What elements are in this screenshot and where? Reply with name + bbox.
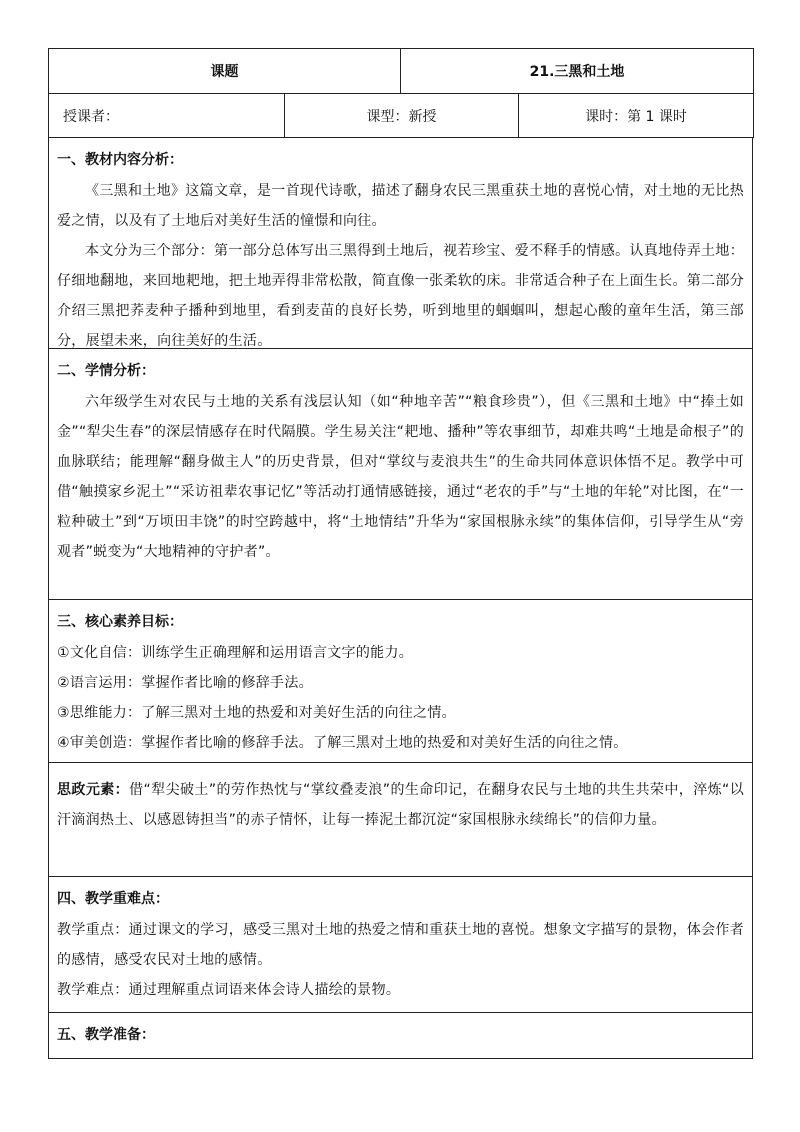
section-preparation	[48, 1013, 753, 1059]
section-title: 四、教学重难点：	[57, 891, 169, 907]
section-key-points	[48, 877, 753, 1013]
ideology-text: 借“犁尖破土”的劳作热忱与“掌纹叠麦浪”的生命印记，在翻身农民与土地的共生共荣中，淬炼“以汗滴润热土、以感恩铸担当”的赤子情怀，让每一捧泥土都沉淀“家国根脉永续绵长”的信仰力量。	[57, 782, 745, 828]
paragraph: 教学难点：通过理解重点词语来体会诗人描绘的景物。	[57, 982, 401, 998]
section-title: 三、核心素养目标：	[57, 614, 183, 630]
section-material-analysis	[48, 138, 753, 349]
header-table	[48, 48, 754, 138]
lesson-hours-cell: 课时：第 1 课时	[519, 94, 754, 138]
lesson-plan-document	[48, 48, 753, 1059]
goal-item: ①文化自信：训练学生正确理解和运用语言文字的能力。	[57, 645, 414, 661]
goal-item: ④审美创造：掌握作者比喻的修辞手法。了解三黑对土地的热爱和对美好生活的向往之情。	[57, 735, 628, 751]
section-title: 一、教材内容分析：	[57, 152, 183, 168]
section-ideology-elements	[48, 763, 753, 877]
paragraph: 教学重点：通过课文的学习，感受三黑对土地的热爱之情和重获土地的喜悦。想象文字描写的景物，体会作者的感情，感受农民对土地的感情。	[57, 922, 744, 968]
paragraph: 《三黑和土地》这篇文章，是一首现代诗歌，描述了翻身农民三黑重获土地的喜悦心情，对土地的无比热爱之情，以及有了土地后对美好生活的憧憬和向往。	[57, 183, 744, 229]
teacher-cell: 授课者：	[49, 94, 285, 138]
paragraph	[57, 775, 744, 835]
goal-item: ②语言运用：掌握作者比喻的修辞手法。	[57, 675, 313, 691]
paragraph: 本文分为三个部分：第一部分总体写出三黑得到土地后，视若珍宝、爱不释手的情感。认真地侍弄土地：仔细地翻地，来回地耙地，把土地弄得非常松散，简直像一张柔软的床。非常适合种子在上面生长。第二部分介绍三黑把荞麦种子播种到地里，看到麦苗的良好长势，听到地里的蝈蝈叫，想起心酸的童年生活，第三部分，展望未来，向往美好的生活。	[57, 243, 744, 349]
ideology-label: 思政元素：	[57, 782, 130, 798]
goal-item: ③思维能力：了解三黑对土地的热爱和对美好生活的向往之情。	[57, 705, 456, 721]
lesson-type-cell: 课型：新授	[285, 94, 519, 138]
topic-label: 课题	[49, 49, 401, 94]
section-student-analysis	[48, 349, 753, 600]
section-title: 二、学情分析：	[57, 363, 155, 379]
section-title: 五、教学准备：	[57, 1027, 155, 1043]
paragraph: 六年级学生对农民与土地的关系有浅层认知（如“种地辛苦”“粮食珍贵”），但《三黑和土地》中“捧土如金”“犁尖生春”的深层情感存在时代隔膜。学生易关注“耙地、播种”等农事细节，却难共鸣“土地是命根子”的血脉联结；能理解“翻身做主人”的历史背景，但对“掌纹与麦浪共生”的生命共同体意识体悟不足。教学中可借“触摸家乡泥土”“采访祖辈农事记忆”等活动打通情感链接，通过“老农的手”与“土地的年轮”对比图，在“一粒种破土”到“万顷田丰饶”的时空跨越中，将“土地情结”升华为“家国根脉永续”的集体信仰，引导学生从“旁观者”蜕变为“大地精神的守护者”。	[57, 394, 744, 560]
section-core-goals	[48, 600, 753, 763]
topic-value: 21.三黑和土地	[401, 49, 754, 94]
